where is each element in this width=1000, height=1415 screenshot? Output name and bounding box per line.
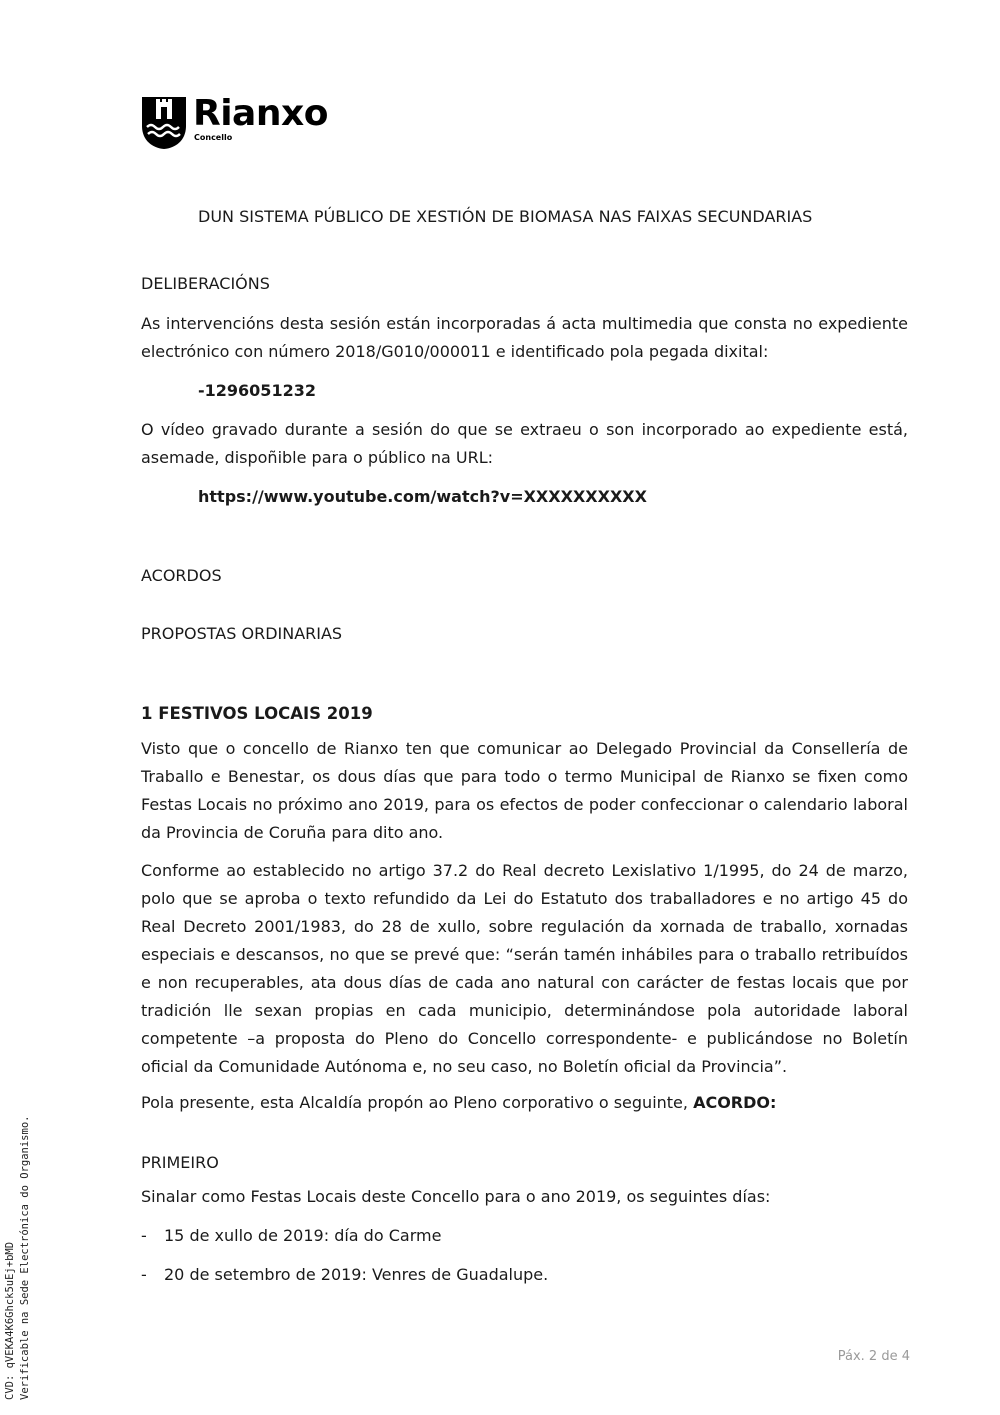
deliberations-paragraph: As intervencións desta sesión están incorporadas á acta multimedia que consta no expediente electrónico con número 2018/G010/000011 e identificado pola pegada dixital:: [141, 314, 908, 361]
first-heading: PRIMEIRO: [141, 1153, 219, 1172]
verification-code: CVD: qVEKA4K6Ghck5uEj+bMD: [4, 1241, 16, 1400]
list-item-text: 15 de xullo de 2019: día do Carme: [164, 1226, 442, 1245]
list-item: [141, 1222, 441, 1250]
first-paragraph: Sinalar como Festas Locais deste Concello para o ano 2019, os seguintes días:: [141, 1187, 771, 1206]
page-number: Páx. 2 de 4: [837, 1349, 910, 1364]
shield-emblem-icon: [141, 96, 187, 150]
proposal-paragraph: [141, 1089, 776, 1117]
item-paragraph-1: Visto que o concello de Rianxo ten que comunicar ao Delegado Provincial da Consellería de Traballo e Benestar, os dous días que para todo o termo Municipal de Rianxo se fixen como Festas Locais no próximo ano 2019, para os efectos de poder confeccionar o calendario laboral da Provincia de Coruña para dito ano.: [141, 739, 908, 842]
item-paragraph-2: Conforme ao establecido no artigo 37.2 do Real decreto Lexislativo 1/1995, do 24 de marzo, polo que se aproba o texto refundido da Lei do Estatuto dos traballadores e no artigo 45 do Real Decreto 2001/1983, do 28 de xullo, sobre regulación da xornada de traballo, xornadas especiais e descansos, no que se prevé que: “serán tamén inhábiles para o traballo retribuídos e non recuperables, ata dous días de cada ano natural con carácter de festas locais que por tradición lle sexan propias en cada municipio, determinándose pola autoridade laboral competente –a proposta do Pleno do Concello correspondente- e publicándose no Boletín oficial da Comunidade Autónoma e, no seu caso, no Boletín oficial da Provincia”.: [141, 861, 908, 1076]
rianxo-logo: [141, 93, 328, 150]
logo-name: Rianxo: [193, 93, 328, 134]
list-item: [141, 1261, 548, 1289]
item-heading: 1 FESTIVOS LOCAIS 2019: [141, 704, 373, 723]
list-item-text: 20 de setembro de 2019: Venres de Guadalupe.: [164, 1265, 549, 1284]
verification-note: Verificable na Sede Electrónica do Organismo.: [19, 1115, 31, 1400]
deliberations-heading: DELIBERACIÓNS: [141, 274, 270, 293]
list-dash: -: [141, 1226, 147, 1245]
video-url-link[interactable]: https://www.youtube.com/watch?v=XXXXXXXXXX: [198, 487, 647, 506]
document-title: DUN SISTEMA PÚBLICO DE XESTIÓN DE BIOMASA NAS FAIXAS SECUNDARIAS: [198, 207, 813, 226]
fingerprint-value: -1296051232: [198, 381, 316, 400]
proposal-bold: ACORDO:: [693, 1093, 777, 1112]
video-paragraph: O vídeo gravado durante a sesión do que se extraeu o son incorporado ao expediente está, asemade, dispoñible para o público na URL:: [141, 420, 908, 467]
proposal-text: Pola presente, esta Alcaldía propón ao Pleno corporativo o seguinte,: [141, 1093, 694, 1112]
logo-subtitle: Concello: [194, 133, 233, 142]
agreements-heading: ACORDOS: [141, 566, 222, 585]
verification-stamp: [0, 0, 40, 1415]
list-dash: -: [141, 1265, 147, 1284]
proposals-heading: PROPOSTAS ORDINARIAS: [141, 624, 343, 643]
